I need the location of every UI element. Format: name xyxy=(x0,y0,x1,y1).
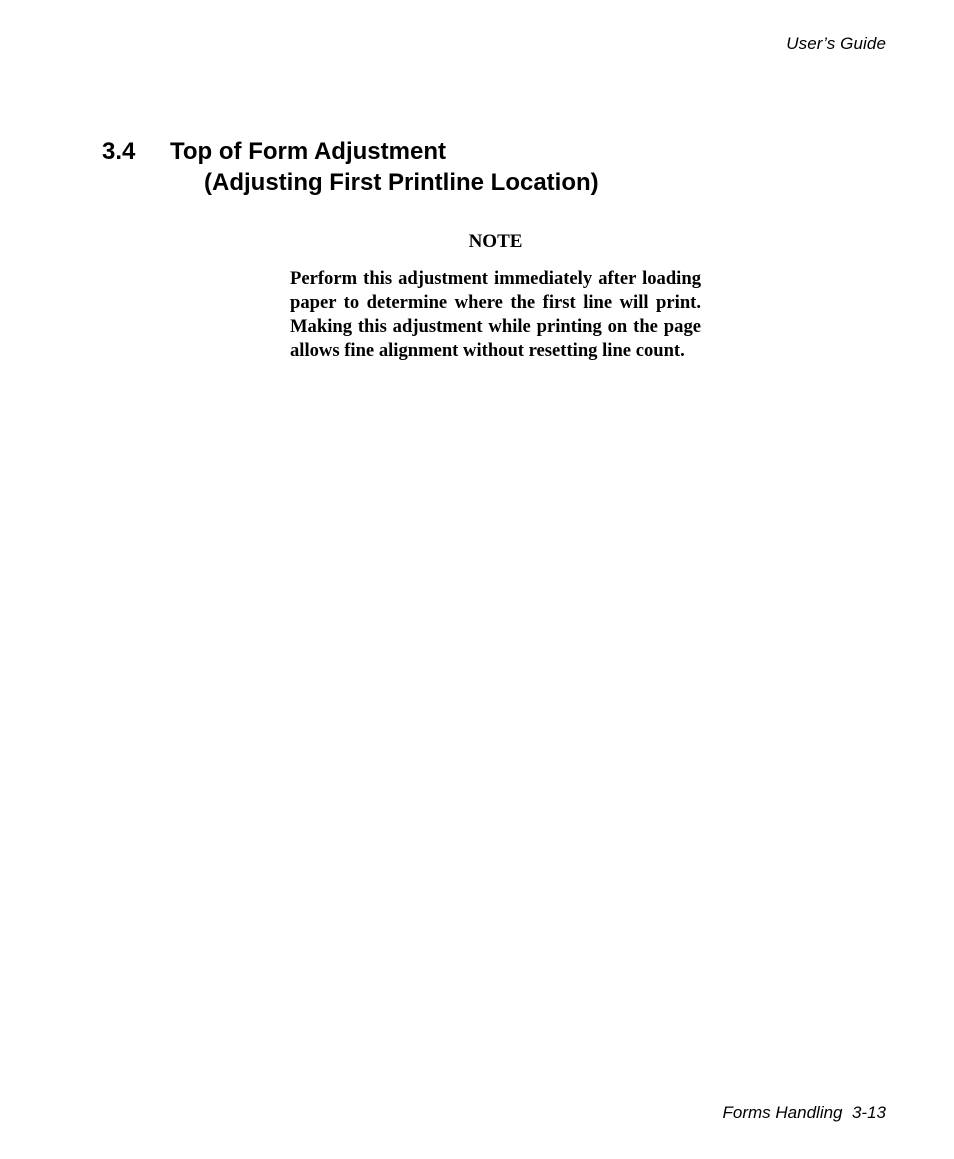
note-block xyxy=(290,230,701,363)
footer-page-number: 3-13 xyxy=(851,1103,886,1122)
section-title-line-2: (Adjusting First Printline Location) xyxy=(204,169,599,196)
note-label: NOTE xyxy=(468,231,523,252)
section-title-line-1: Top of Form Adjustment xyxy=(170,138,446,165)
running-footer xyxy=(723,1103,886,1123)
footer-chapter: Forms Handling xyxy=(722,1103,843,1122)
section-heading xyxy=(102,136,802,198)
section-number: 3.4 xyxy=(102,138,136,165)
note-body: Perform this adjustment immediately after loading paper to determine where the first line will print. Making this adjustment while printing on the page allows fine alignment without resetting line count. xyxy=(290,268,701,361)
running-header-title: User’s Guide xyxy=(786,34,886,53)
running-header xyxy=(786,34,886,54)
